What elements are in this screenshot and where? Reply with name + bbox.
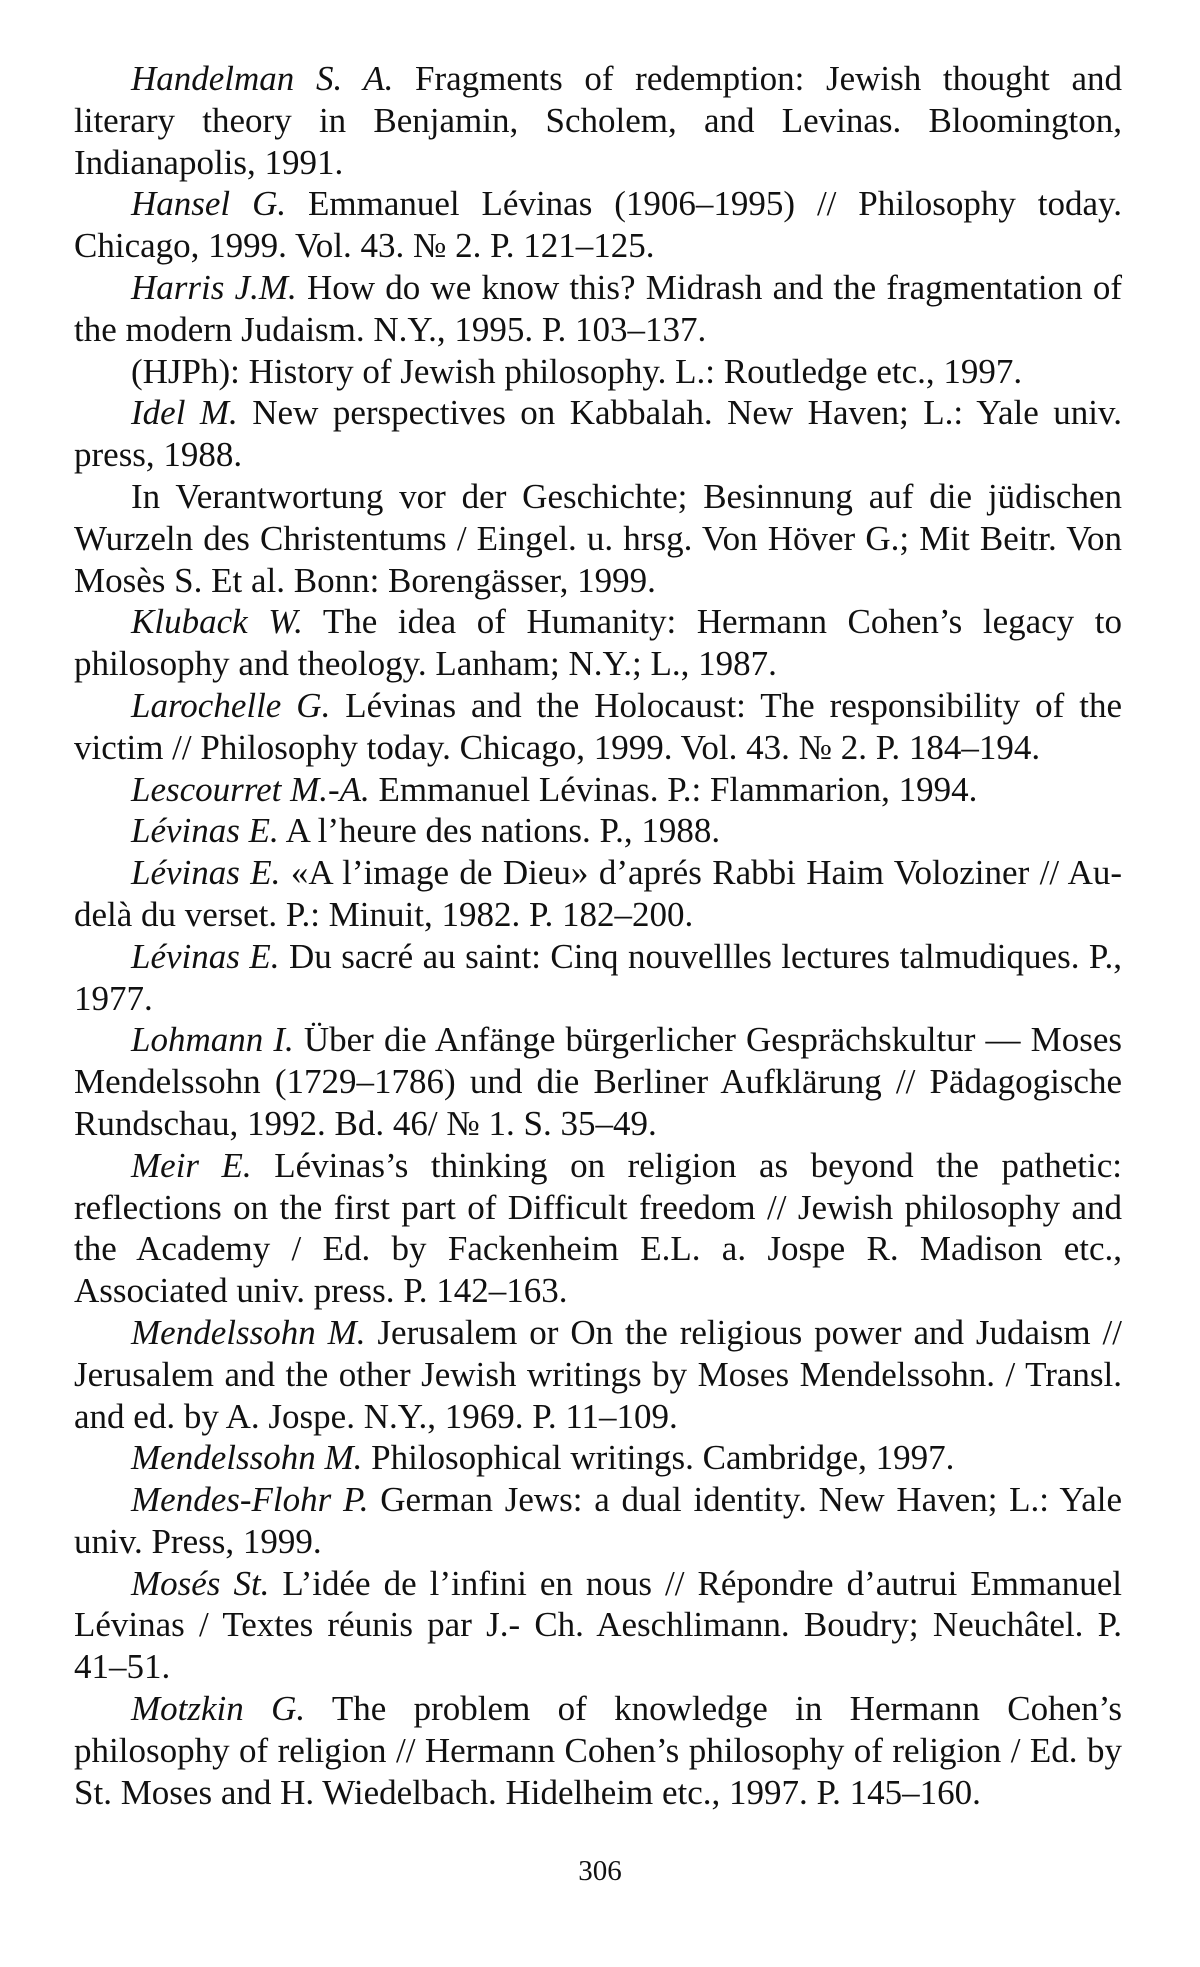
entry-text: Emmanuel Lévinas. P.: Flammarion, 1994. bbox=[369, 769, 978, 809]
entry-author: Mendes-Flohr P. bbox=[131, 1480, 369, 1520]
bibliography-entry bbox=[74, 1479, 1122, 1563]
bibliography-entry bbox=[74, 601, 1122, 685]
entry-text: Philosophical writings. Cambridge, 1997. bbox=[362, 1438, 955, 1478]
entry-text: The problem of knowledge in Hermann Cohen’s philosophy of religion // Hermann Cohen’s philosophy of religion / Ed. by St. Moses and H. Wiedelbach. Hidelheim etc., 1997. P. 145–160. bbox=[74, 1689, 1122, 1812]
bibliography-entry bbox=[74, 936, 1122, 1020]
entry-text: In Verantwortung vor der Geschichte; Besinnung auf die jüdischen Wurzeln des Christentums / Eingel. u. hrsg. Von Höver G.; Mit Beitr. Von Mosès S. Et al. Bonn: Borengässer, 1999. bbox=[74, 476, 1122, 600]
entry-text: A l’heure des nations. P., 1988. bbox=[278, 811, 721, 851]
entry-author: Meir E. bbox=[131, 1145, 252, 1185]
entry-text: How do we know this? Midrash and the fragmentation of the modern Judaism. N.Y., 1995. P. 103–137. bbox=[74, 267, 1122, 349]
entry-text: L’idée de l’infini en nous // Répondre d’autrui Emmanuel Lévinas / Textes réunis par J.- Ch. Aeschlimann. Boudry; Neuchâtel. P. 41–51. bbox=[74, 1563, 1122, 1687]
bibliography-list bbox=[74, 58, 1122, 1813]
entry-author: Mendelssohn M. bbox=[131, 1312, 366, 1352]
entry-text: Jerusalem or On the religious power and Judaism // Jerusalem and the other Jewish writings by Moses Mendelssohn. / Transl. and ed. by A. Jospe. N.Y., 1969. P. 11–109. bbox=[74, 1312, 1122, 1436]
bibliography-entry bbox=[74, 392, 1122, 476]
entry-author: Lévinas E. bbox=[131, 853, 281, 893]
entry-author: Larochelle G. bbox=[131, 685, 331, 725]
entry-text: Über die Anfänge bürgerlicher Gesprächskultur — Moses Mendelssohn (1729–1786) und die Berliner Aufklärung // Pädagogische Rundschau, 1992. Bd. 46/ № 1. S. 35–49. bbox=[74, 1020, 1122, 1143]
entry-author: Harris J.M. bbox=[131, 267, 297, 307]
entry-author: Lévinas E. bbox=[131, 811, 279, 851]
entry-author: Idel M. bbox=[131, 393, 238, 433]
entry-author: Hansel G. bbox=[131, 184, 287, 224]
entry-text: (HJPh): History of Jewish philosophy. L.: Routledge etc., 1997. bbox=[131, 351, 1023, 391]
bibliography-entry bbox=[74, 685, 1122, 769]
bibliography-entry bbox=[74, 58, 1122, 183]
entry-text: Emmanuel Lévinas (1906–1995) // Philosophy today. Chicago, 1999. Vol. 43. № 2. P. 121–125. bbox=[74, 184, 1122, 266]
entry-text: The idea of Humanity: Hermann Cohen’s legacy to philosophy and theology. Lanham; N.Y.; L., 1987. bbox=[74, 602, 1122, 684]
entry-author: Motzkin G. bbox=[131, 1689, 306, 1729]
entry-text: Lévinas and the Holocaust: The responsibility of the victim // Philosophy today. Chicago, 1999. Vol. 43. № 2. P. 184–194. bbox=[74, 685, 1122, 767]
entry-author: Handelman S. A. bbox=[131, 59, 394, 98]
entry-author: Lévinas E. bbox=[131, 936, 280, 976]
bibliography-entry bbox=[74, 810, 1122, 852]
bibliography-entry bbox=[74, 183, 1122, 267]
bibliography-entry bbox=[74, 1312, 1122, 1437]
bibliography-entry bbox=[74, 1437, 1122, 1479]
bibliography-entry bbox=[74, 1019, 1122, 1144]
entry-author: Lohmann I. bbox=[131, 1020, 294, 1060]
bibliography-entry bbox=[74, 769, 1122, 811]
entry-text: «A l’image de Dieu» d’aprés Rabbi Haim Voloziner // Au-delà du verset. P.: Minuit, 1982. P. 182–200. bbox=[74, 853, 1122, 934]
bibliography-entry bbox=[74, 351, 1122, 393]
bibliography-entry bbox=[74, 1688, 1122, 1813]
entry-author: Mendelssohn M. bbox=[131, 1438, 363, 1478]
bibliography-entry bbox=[74, 1563, 1122, 1688]
entry-text: Du sacré au saint: Cinq nouvellles lectures talmudiques. P., 1977. bbox=[74, 936, 1123, 1018]
entry-text: German Jews: a dual identity. New Haven; L.: Yale univ. Press, 1999. bbox=[74, 1480, 1122, 1561]
entry-text: Lévinas’s thinking on religion as beyond the pathetic: reflections on the first part of Difficult freedom // Jewish philosophy and the Academy / Ed. by Fackenheim E.L. a. Jospe R. Madison etc., Associated univ. press. P. 142–163. bbox=[74, 1145, 1122, 1311]
entry-author: Lescourret M.-A. bbox=[131, 769, 370, 809]
bibliography-entry bbox=[74, 1145, 1122, 1312]
entry-text: New perspectives on Kabbalah. New Haven; L.: Yale univ. press, 1988. bbox=[74, 393, 1122, 475]
bibliography-entry bbox=[74, 476, 1122, 601]
entry-author: Kluback W. bbox=[131, 602, 303, 642]
bibliography-entry bbox=[74, 267, 1122, 351]
entry-text: Fragments of redemption: Jewish thought and literary theory in Benjamin, Scholem, and Levinas. Bloomington, Indianapolis, 1991. bbox=[74, 59, 1122, 182]
page-number: 306 bbox=[578, 1855, 622, 1887]
entry-author: Mosés St. bbox=[131, 1563, 270, 1603]
bibliography-entry bbox=[74, 852, 1122, 936]
